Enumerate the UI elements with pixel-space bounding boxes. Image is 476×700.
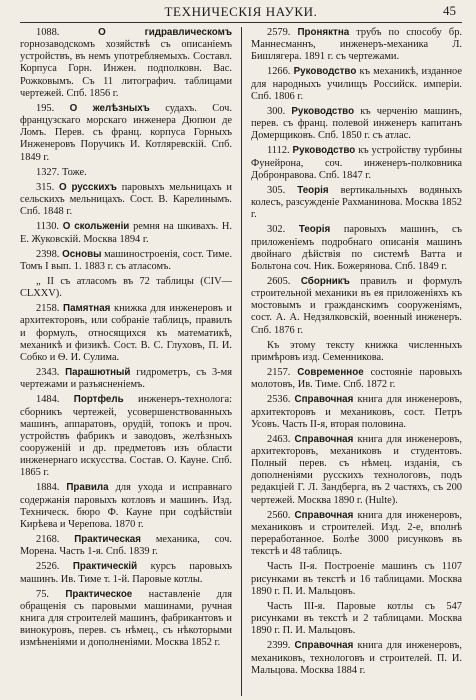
catalog-entry xyxy=(251,601,462,637)
catalog-entry xyxy=(20,276,232,300)
entry-text: судахъ. Соч. французскаго морскаго инженера Дюпюи де Ломъ. Перев. съ франц. корпуса Горныхъ Инженеровъ Поручикъ И. Котляревскій. Спб. 1849 г. xyxy=(20,102,232,163)
entry-title: Справочная xyxy=(294,509,354,521)
entry-number: 2399. xyxy=(267,640,291,652)
entry-text: Тоже. xyxy=(62,166,87,178)
entry-text: состояніе паровыхъ молотовъ, Ив. Тиме. Спб. 1872 г. xyxy=(251,367,462,391)
entry-text: наставленіе для обращенія съ паровыми машинами, ручная книга для строителей машинъ, фабрикантовъ и винокуровъ, перев. съ нѣмец., съ нѣкоторыми измѣненіями и дополненіями. Москва 1852 г. xyxy=(20,588,232,649)
entry-text: книга для инженеровъ, архитекторовъ и механиковъ, сост. Петръ Усовъ. Часть II-я, вторая половина. xyxy=(251,394,462,430)
entry-number: 1088. xyxy=(36,27,60,38)
catalog-entry xyxy=(20,221,232,245)
entry-text: курсъ паровыхъ машинъ. Ив. Тиме т. 1-й. Паровые котлы. xyxy=(20,561,232,585)
catalog-entry xyxy=(251,27,462,63)
catalog-entry xyxy=(251,367,462,391)
catalog-entry xyxy=(20,394,232,479)
catalog-entry xyxy=(20,367,232,391)
catalog-entry xyxy=(20,303,232,364)
entry-title: О гидравлическомъ xyxy=(98,27,232,38)
catalog-entry xyxy=(251,340,462,364)
entry-number: 1130. xyxy=(36,221,59,233)
entry-text: ремня на шкивахъ. Н. Е. Жуковскій. Москва 1894 г. xyxy=(20,221,232,245)
entry-number: 302. xyxy=(267,224,286,236)
catalog-entry xyxy=(251,145,462,181)
entry-text: книжка для инженеровъ и архитекторовъ, или собраніе таблицъ, правилъ и формулъ, относящихся къ математикѣ, механикѣ и физикѣ. Сост. В. С. Глуховъ, П. И. Собко и Ѳ. И. Сулима. xyxy=(20,303,232,363)
entry-text: Часть III-я. Паровые котлы съ 547 рисунками въ текстѣ и 2 таблицами. Москва 1890 г. П. И. Мальцовъ. xyxy=(251,600,462,637)
entry-text: Часть II-я. Построеніе машинъ съ 1107 рисунками въ текстѣ и 16 таблицами. Москва 1890 г. П. И. Мальцовъ. xyxy=(251,561,462,597)
entry-text: вертикальныхъ водяныхъ колесъ, разсужденіе Рахманинова. Москва 1852 г. xyxy=(251,184,462,221)
entry-number: 2157. xyxy=(267,367,291,379)
entry-title: Памятная xyxy=(63,303,111,315)
entry-text: книга для инженеровъ, механиковъ и строителей. Изд. 2-е, вполнѣ переработанное. Болѣе 3000 рисунковъ въ текстѣ и 48 таблицъ. xyxy=(251,509,462,558)
entry-number: 2168. xyxy=(36,534,60,546)
catalog-entry xyxy=(20,167,232,179)
entry-title: Справочная xyxy=(294,394,354,406)
catalog-entry xyxy=(20,182,232,218)
entry-title: Правила xyxy=(66,482,109,494)
entry-number: 2579. xyxy=(267,27,291,38)
catalog-entry xyxy=(20,534,232,558)
catalog-entry xyxy=(251,640,462,676)
entry-number: 2398. xyxy=(36,248,60,260)
entry-title: Современное xyxy=(297,367,364,379)
entry-title: Основы xyxy=(62,248,102,260)
entry-number: 1327. xyxy=(36,166,60,178)
catalog-entry xyxy=(20,589,232,650)
entry-number: 2463. xyxy=(267,433,291,445)
catalog-entry xyxy=(20,103,232,164)
section-title: ТЕХНИЧЕСКІЯ НАУКИ. xyxy=(164,4,318,19)
catalog-entry xyxy=(251,276,462,337)
text-columns xyxy=(20,27,462,696)
entry-title: О русскихъ xyxy=(58,181,117,193)
catalog-entry xyxy=(20,27,232,100)
entry-number: 75. xyxy=(36,588,49,600)
entry-text: механика, соч. Морена. Часть 1-я. Спб. 1839 г. xyxy=(20,534,232,558)
entry-number: 2526. xyxy=(36,561,60,573)
page-header xyxy=(20,2,462,22)
entry-number: 305. xyxy=(267,184,286,196)
entry-text: „ II съ атласомъ въ 72 таблицы (CIV—CLXXV). xyxy=(20,275,232,300)
entry-number: 2343. xyxy=(36,367,60,379)
entry-title: Руководство xyxy=(291,105,355,117)
catalog-entry xyxy=(20,249,232,273)
right-column xyxy=(241,27,462,696)
catalog-entry xyxy=(20,561,232,585)
entry-text: Къ этому тексту книжка численныхъ примѣровъ изд. Семенникова. xyxy=(251,339,462,363)
catalog-entry xyxy=(251,510,462,559)
entry-number: 1112. xyxy=(267,145,290,157)
entry-title: О скольженіи xyxy=(62,221,130,233)
entry-text: паровыхъ машинъ, съ приложеніемъ подробнаго описанія машинъ двойнаго дѣйствія по системѣ Ватта и Больтона соч. Ник. Божерянова. Спб. 1849 г. xyxy=(251,224,462,272)
entry-text: для ухода и исправнаго содержанія паровыхъ котловъ и машинъ. Изд. Техническ. бюро Ф. Кауне при содѣйствіи Кирѣева и Черепова. 1870 г. xyxy=(20,482,232,530)
catalog-entry xyxy=(251,394,462,430)
entry-number: 2536. xyxy=(267,394,291,406)
entry-title: Справочная xyxy=(294,433,354,445)
entry-title: Практическое xyxy=(65,588,133,600)
entry-number: 195. xyxy=(36,102,55,114)
catalog-entry xyxy=(251,106,462,142)
entry-number: 300. xyxy=(267,105,286,117)
entry-text: гидрометръ, съ 3-мя чертежами и разъясненіемъ. xyxy=(20,367,232,391)
entry-text: инженеръ-технолога: сборникъ чертежей, усовершенствованныхъ машинъ, аппаратовъ, орудій, топокъ и проч. устройствъ фабрикъ и заводовъ, желѣзныхъ сооруженій и др. предметовъ изъ области инженернаго искусства. Состав. О. Кауне. Спб. 1865 г. xyxy=(20,394,232,479)
entry-title: Проняктна xyxy=(297,27,350,38)
catalog-entry xyxy=(251,185,462,221)
entry-number: 2605. xyxy=(267,275,291,287)
entry-number: 1884. xyxy=(36,482,60,494)
entry-text: къ черченію машинъ, перев. съ франц. полевой инженеръ капитанъ Домерщиковъ. Спб. 1850 г. съ атлас. xyxy=(251,105,462,142)
entry-title: Теорія xyxy=(298,224,331,236)
entry-title: Практическій xyxy=(72,561,138,573)
entry-text: трубъ по способу бр. Маннесманнъ, инженеръ-механика Л. Бишлягера. 1891 г. съ чертежами. xyxy=(251,27,462,63)
entry-title: Руководство xyxy=(293,66,357,78)
entry-title: Сборникъ xyxy=(300,275,350,287)
catalog-entry xyxy=(251,224,462,273)
catalog-entry xyxy=(251,66,462,102)
header-rule xyxy=(20,22,462,23)
entry-title: Руководство xyxy=(292,145,356,157)
entry-title: Теорія xyxy=(297,184,329,196)
entry-title: Портфель xyxy=(73,394,124,406)
entry-text: книга для инженеровъ, механиковъ, технологовъ и строителей. П. И. Мальцова. Москва 1884 г. xyxy=(251,640,462,676)
entry-number: 2158. xyxy=(36,303,60,315)
entry-number: 2560. xyxy=(267,509,291,521)
entry-title: Парашютный xyxy=(65,367,131,379)
entry-text: къ механикѣ, изданное для народныхъ училищъ Российск. имперіи. Спб. 1806 г. xyxy=(251,66,462,102)
catalog-entry xyxy=(251,434,462,507)
entry-number: 315. xyxy=(36,181,55,193)
entry-number: 1266. xyxy=(267,66,291,78)
entry-text: книга для инженеровъ, архитекторовъ, механиковъ и студентовъ. Полный перев. съ нѣмец. изданія, съ дополненіями русскихъ технологовъ, подъ редакціей Г. Л. Зандберга, въ 2 частяхъ, съ 200 чертежей. Москва 1890 г. (Hulte). xyxy=(251,433,462,506)
entry-number: 1484. xyxy=(36,394,60,406)
entry-text: къ устройству турбины Фунейрона, соч. инженеръ-полковника Добронравова. Спб. 1847 г. xyxy=(251,145,462,181)
entry-text: горнозаводскомъ хозяйствѣ съ описаніемъ устройствъ, въ немъ употребляемыхъ. Составл. Корпуса Горн. Инжен. подполковн. Вас. Рожковымъ. Съ 11 литографич. таблицами чертежей. Спб. 1856 г. xyxy=(20,39,232,99)
entry-text: правилъ и формулъ строительной механики въ ея приложеніяхъ къ мостовымъ и гражданскимъ сооруженіямъ, сост. А. А. Недзялковскій, военный инженеръ. Спб. 1876 г. xyxy=(251,275,462,336)
catalog-entry xyxy=(251,561,462,597)
entry-text: машиностроенія, сост. Тиме. Томъ I вып. 1. 1883 г. съ атласомъ. xyxy=(20,248,232,272)
entry-title: Справочная xyxy=(294,640,354,652)
entry-title: Практическая xyxy=(74,534,141,546)
left-column xyxy=(20,27,241,696)
page-number: 45 xyxy=(443,3,456,18)
entry-text: паровыхъ мельницахъ и сельскихъ мельницахъ. Сост. В. Карелинымъ. Спб. 1848 г. xyxy=(20,181,232,218)
entry-title: О желѣзныхъ xyxy=(69,102,150,114)
catalog-entry xyxy=(20,482,232,531)
